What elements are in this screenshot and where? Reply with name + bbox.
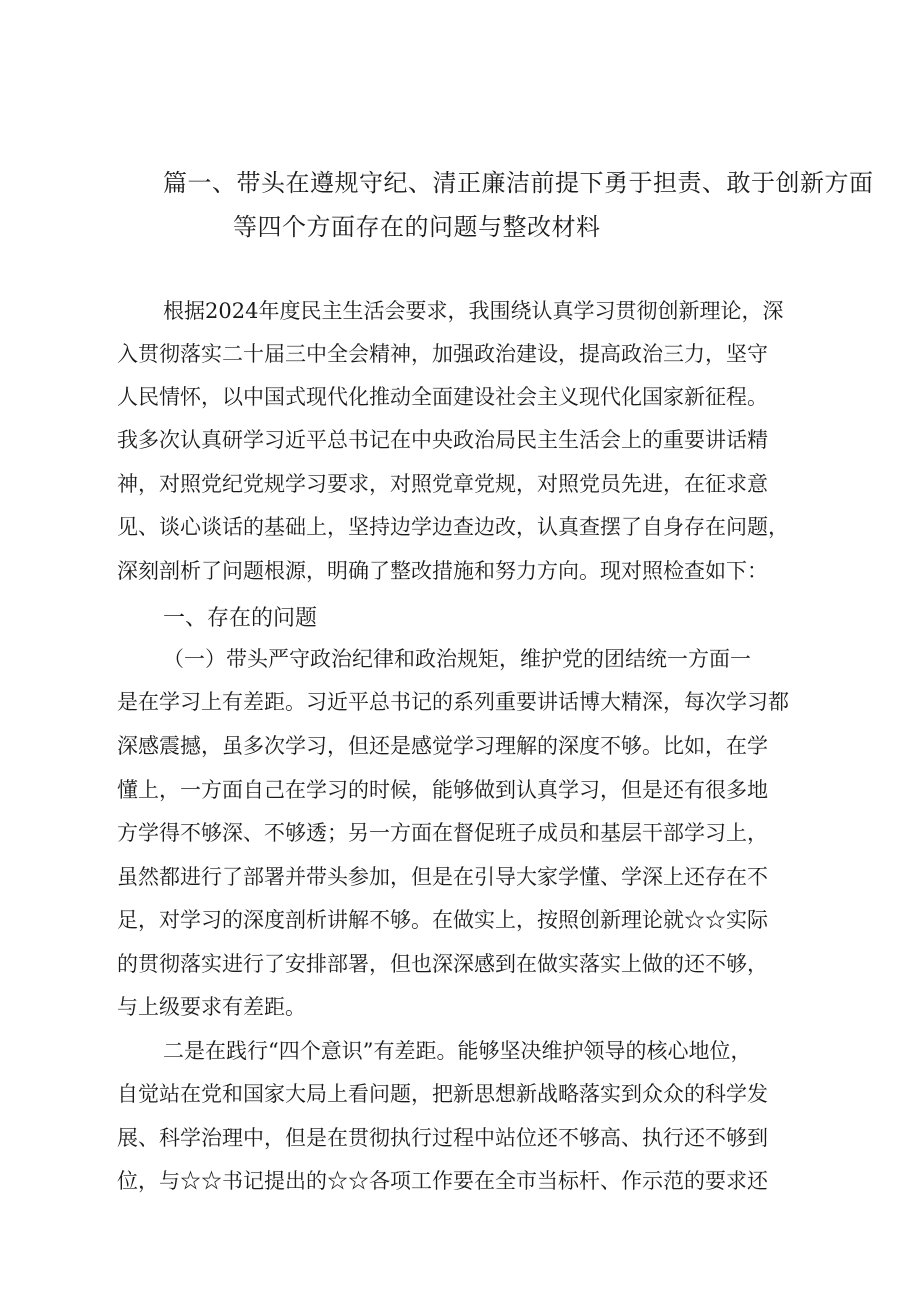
document-title-line-2: 等四个方面存在的问题与整改材料 bbox=[233, 213, 601, 241]
body-line: 自觉站在党和国家大局上看问题，把新思想新战略落实到众众的科学发 bbox=[117, 1082, 768, 1106]
body-line: 方学得不够深、不够透；另一方面在督促班子成员和基层干部学习上， bbox=[117, 821, 768, 845]
body-line: 足，对学习的深度剖析讲解不够。在做实上，按照创新理论就☆☆实际 bbox=[117, 908, 768, 932]
body-line: 深感震撼，虽多次学习，但还是感觉学习理解的深度不够。比如，在学 bbox=[117, 734, 768, 758]
document-title-line-1: 篇一、带头在遵规守纪、清正廉洁前提下勇于担责、敢于创新方面 bbox=[163, 169, 874, 197]
body-line: 位，与☆☆书记提出的☆☆各项工作要在全市当标杆、作示范的要求还 bbox=[117, 1169, 768, 1193]
intro-line: 深刻剖析了问题根源，明确了整改措施和努力方向。现对照检查如下： bbox=[117, 559, 768, 583]
section-heading: 一、存在的问题 bbox=[163, 606, 318, 631]
intro-line: 见、谈心谈话的基础上，坚持边学边查边改，认真查摆了自身存在问题， bbox=[117, 515, 789, 539]
body-line: 懂上，一方面自己在学习的时候，能够做到认真学习，但是还有很多地 bbox=[117, 778, 768, 802]
intro-line: 我多次认真研学习近平总书记在中央政治局民主生活会上的重要讲话精 bbox=[117, 428, 768, 452]
body-line: 是在学习上有差距。习近平总书记的系列重要讲话博大精深，每次学习都 bbox=[117, 690, 789, 714]
intro-line: 根据2024年度民主生活会要求，我围绕认真学习贯彻创新理论，深 bbox=[163, 299, 784, 323]
intro-line: 人民情怀，以中国式现代化推动全面建设社会主义现代化国家新征程。 bbox=[117, 385, 768, 409]
body-line: 展、科学治理中，但是在贯彻执行过程中站位还不够高、执行还不够到 bbox=[117, 1126, 768, 1150]
body-line: 二是在践行“四个意识”有差距。能够坚决维护领导的核心地位， bbox=[163, 1039, 752, 1063]
intro-line: 神，对照党纪党规学习要求，对照党章党规，对照党员先进，在征求意 bbox=[117, 472, 768, 496]
intro-line: 入贯彻落实二十届三中全会精神，加强政治建设，提高政治三力，坚守 bbox=[117, 342, 768, 366]
body-line: （一）带头严守政治纪律和政治规矩，维护党的团结统一方面一 bbox=[163, 647, 751, 671]
body-line: 虽然都进行了部署并带头参加，但是在引导大家学懂、学深上还存在不 bbox=[117, 865, 768, 889]
body-line: 与上级要求有差距。 bbox=[117, 995, 306, 1019]
body-line: 的贯彻落实进行了安排部署，但也深深感到在做实落实上做的还不够， bbox=[117, 952, 768, 976]
